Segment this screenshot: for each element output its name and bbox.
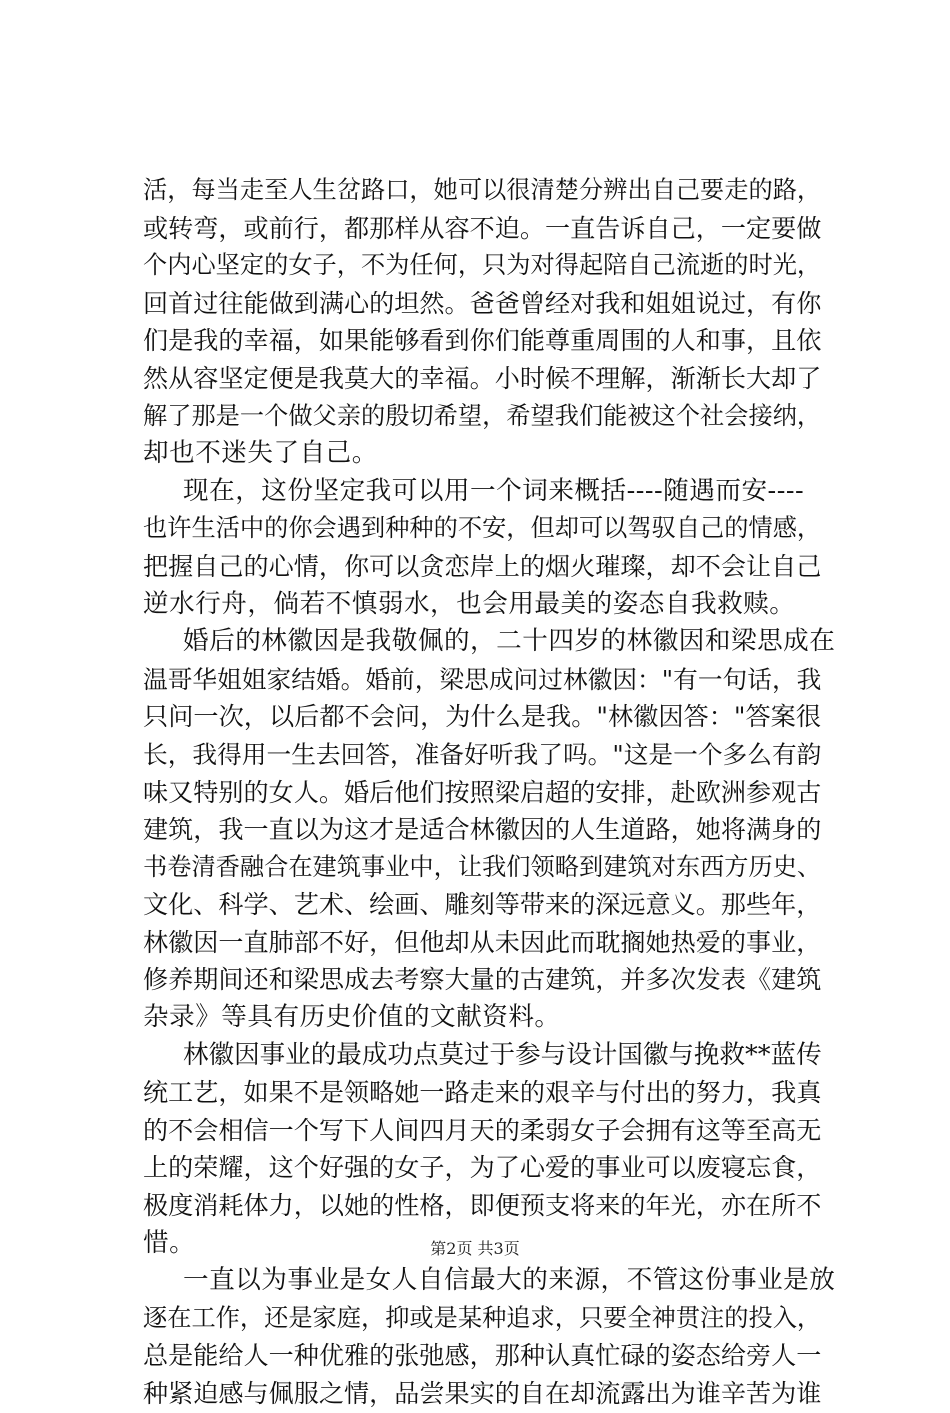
text-line: 却也不迷失了自己。 <box>143 438 378 469</box>
text-line: 书卷清香融合在建筑事业中，让我们领略到建筑对东西方历史、 <box>143 852 822 881</box>
text-line: 解了那是一个做父亲的殷切希望，希望我们能被这个社会接纳， <box>143 401 822 430</box>
text-line: 林徽因事业的最成功点莫过于参与设计国徽与挽救**蓝传 <box>183 1039 822 1070</box>
text-line: 惜。 <box>143 1227 196 1258</box>
text-line: 林徽因一直肺部不好，但他却从未因此而耽搁她热爱的事业， <box>143 927 822 957</box>
text-line: 上的荣耀，这个好强的女子，为了心爱的事业可以废寝忘食， <box>143 1153 822 1183</box>
paragraph <box>143 473 835 623</box>
text-line: 回首过往能做到满心的坦然。爸爸曾经对我和姐姐说过，有你 <box>143 288 822 318</box>
text-line: 味又特别的女人。婚后他们按照梁启超的安排，赴欧洲参观古 <box>143 777 822 807</box>
text-line: 逆水行舟，倘若不慎弱水，也会用最美的姿态自我救赎。 <box>143 588 796 619</box>
paragraph <box>143 1262 835 1412</box>
text-line: 修养期间还和梁思成去考察大量的古建筑，并多次发表《建筑 <box>143 965 822 995</box>
text-line: 温哥华姐姐家结婚。婚前，梁思成问过林徽因："有一句话，我 <box>143 664 822 694</box>
text-line: 现在，这份坚定我可以用一个词来概括----随遇而安---- <box>183 475 805 506</box>
text-line: 或转弯，或前行，都那样从容不迫。一直告诉自己，一定要做 <box>143 213 822 243</box>
text-line: 只问一次，以后都不会问，为什么是我。"林徽因答："答案很 <box>143 702 822 732</box>
text-line: 总是能给人一种优雅的张弛感，那种认真忙碌的姿态给旁人一 <box>143 1341 822 1371</box>
paragraph <box>143 623 835 1037</box>
text-line: 极度消耗体力，以她的性格，即便预支将来的年光，亦在所不 <box>143 1191 822 1221</box>
text-line: 建筑，我一直以为这才是适合林徽因的人生道路，她将满身的 <box>143 815 822 845</box>
text-line: 然从容坚定便是我莫大的幸福。小时候不理解，渐渐长大却了 <box>143 363 822 393</box>
text-line: 长，我得用一生去回答，准备好听我了吗。"这是一个多么有韵 <box>143 739 822 769</box>
document-body <box>143 172 835 1413</box>
text-line: 们是我的幸福，如果能够看到你们能尊重周围的人和事，且依 <box>143 326 822 356</box>
text-line: 逐在工作，还是家庭，抑或是某种追求，只要全神贯注的投入， <box>143 1303 822 1332</box>
text-line: 的不会相信一个写下人间四月天的柔弱女子会拥有这等至高无 <box>143 1115 822 1145</box>
text-line: 把握自己的心情，你可以贪恋岸上的烟火璀璨，却不会让自己 <box>143 551 822 581</box>
text-line: 一直以为事业是女人自信最大的来源，不管这份事业是放 <box>183 1265 836 1296</box>
text-line: 也许生活中的你会遇到种种的不安，但却可以驾驭自己的情感， <box>143 514 822 543</box>
text-line: 统工艺，如果不是领略她一路走来的艰辛与付出的努力，我真 <box>143 1078 822 1108</box>
paragraph <box>143 1037 835 1263</box>
paragraph <box>143 172 835 473</box>
page-number-footer: 第2页 共3页 <box>430 1239 520 1258</box>
text-line: 杂录》等具有历史价值的文献资料。 <box>143 1002 561 1033</box>
text-line: 婚后的林徽因是我敬佩的，二十四岁的林徽因和梁思成在 <box>183 626 836 657</box>
text-line: 种紧迫感与佩服之情，品尝果实的自在却流露出为谁辛苦为谁 <box>143 1379 822 1408</box>
text-line: 活，每当走至人生岔路口，她可以很清楚分辨出自己要走的路， <box>143 176 822 204</box>
text-line: 个内心坚定的女子，不为任何，只为对得起陪自己流逝的时光， <box>143 251 822 280</box>
text-line: 文化、科学、艺术、绘画、雕刻等带来的深远意义。那些年， <box>143 890 822 920</box>
